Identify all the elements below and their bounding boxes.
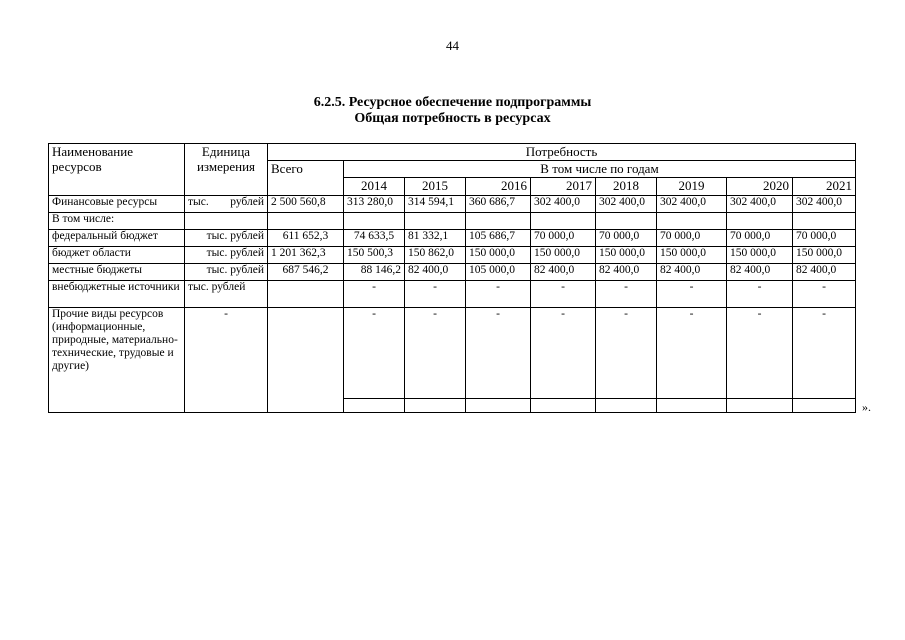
row-value-2016: 360 686,7	[466, 196, 531, 213]
row-value-2019: 302 400,0	[657, 196, 727, 213]
row-value-2017: 302 400,0	[531, 196, 596, 213]
row-value-2020: 150 000,0	[727, 247, 793, 264]
row-value-2015: 81 332,1	[405, 230, 466, 247]
row-value-2014: 74 633,5	[344, 230, 405, 247]
row-value-2015: -	[405, 308, 466, 399]
row-value-2020: 70 000,0	[727, 230, 793, 247]
row-value-2019: 82 400,0	[657, 264, 727, 281]
page-number: 44	[446, 38, 459, 53]
header-name: Наименование ресурсов	[49, 144, 185, 196]
row-value-2014: -	[344, 281, 405, 308]
section-title: 6.2.5. Ресурсное обеспечение подпрограммы	[313, 95, 592, 110]
resources-table	[48, 143, 856, 413]
header-unit: Единица измерения	[185, 144, 268, 196]
header-total: Всего	[268, 161, 344, 196]
row-value-2020: -	[727, 281, 793, 308]
row-value-2021: 70 000,0	[793, 230, 856, 247]
row-name: федеральный бюджет	[49, 230, 185, 247]
row-value-2017: 82 400,0	[531, 264, 596, 281]
row-name: внебюджетные источники	[49, 281, 185, 308]
row-value-2018: -	[596, 308, 657, 399]
row-value-2016: -	[466, 281, 531, 308]
row-unit: тыс. рублей	[185, 264, 268, 281]
row-value-2018: 302 400,0	[596, 196, 657, 213]
row-name: местные бюджеты	[49, 264, 185, 281]
row-value-2020: 302 400,0	[727, 196, 793, 213]
row-name: бюджет области	[49, 247, 185, 264]
row-unit: тыс. рублей	[185, 230, 268, 247]
year-2015: 2015	[405, 178, 466, 196]
row-value-2014: 150 500,3	[344, 247, 405, 264]
year-2018: 2018	[596, 178, 657, 196]
row-value-2020: 82 400,0	[727, 264, 793, 281]
row-value-2017: 70 000,0	[531, 230, 596, 247]
row-total: 1 201 362,3	[268, 247, 344, 264]
row-value-2021: 302 400,0	[793, 196, 856, 213]
row-value-2019: -	[657, 308, 727, 399]
row-total	[268, 281, 344, 308]
row-value-2015: 314 594,1	[405, 196, 466, 213]
row-unit: тыс. рублей	[185, 281, 268, 308]
row-value-2019: 150 000,0	[657, 247, 727, 264]
row-total: 687 546,2	[268, 264, 344, 281]
row-name: Финансовые ресурсы	[49, 196, 185, 213]
row-unit: тыс. рублей	[185, 196, 268, 213]
row-total: 2 500 560,8	[268, 196, 344, 213]
table-row-including	[49, 213, 856, 230]
row-value-2016: 105 686,7	[466, 230, 531, 247]
row-unit: -	[185, 308, 268, 413]
year-2019: 2019	[657, 178, 727, 196]
year-2021: 2021	[793, 178, 856, 196]
header-by-years: В том числе по годам	[344, 161, 856, 178]
row-value-2021: 82 400,0	[793, 264, 856, 281]
row-value-2014: -	[344, 308, 405, 399]
table-row-financial	[49, 196, 856, 213]
row-value-2017: 150 000,0	[531, 247, 596, 264]
row-value-2019: -	[657, 281, 727, 308]
row-unit: тыс. рублей	[185, 247, 268, 264]
row-total	[268, 308, 344, 413]
section-heading	[0, 95, 905, 127]
year-2016: 2016	[466, 178, 531, 196]
header-need: Потребность	[268, 144, 856, 161]
year-2017: 2017	[531, 178, 596, 196]
year-2014: 2014	[344, 178, 405, 196]
year-2020: 2020	[727, 178, 793, 196]
row-value-2017: -	[531, 308, 596, 399]
row-value-2019: 70 000,0	[657, 230, 727, 247]
row-value-2014: 313 280,0	[344, 196, 405, 213]
row-value-2015: -	[405, 281, 466, 308]
row-value-2017: -	[531, 281, 596, 308]
table-row-federal	[49, 230, 856, 247]
closing-quote-mark: ».	[862, 400, 871, 414]
row-value-2016: 105 000,0	[466, 264, 531, 281]
row-value-2016: -	[466, 308, 531, 399]
table-row-local	[49, 264, 856, 281]
header-row-1	[49, 144, 856, 161]
row-total: 611 652,3	[268, 230, 344, 247]
row-value-2018: 150 000,0	[596, 247, 657, 264]
row-value-2015: 82 400,0	[405, 264, 466, 281]
row-value-2018: 70 000,0	[596, 230, 657, 247]
row-value-2018: -	[596, 281, 657, 308]
row-value-2021: -	[793, 308, 856, 399]
row-value-2018: 82 400,0	[596, 264, 657, 281]
row-name: В том числе:	[49, 213, 185, 230]
row-value-2020: -	[727, 308, 793, 399]
section-subtitle: Общая потребность в ресурсах	[354, 111, 551, 126]
table-row-other	[49, 308, 856, 399]
row-value-2016: 150 000,0	[466, 247, 531, 264]
table-row-extrabudgetary	[49, 281, 856, 308]
row-value-2021: -	[793, 281, 856, 308]
row-value-2015: 150 862,0	[405, 247, 466, 264]
row-value-2014: 88 146,2	[344, 264, 405, 281]
row-value-2021: 150 000,0	[793, 247, 856, 264]
table-row-regional	[49, 247, 856, 264]
row-name: Прочие виды ресурсов (информационные, природные, материально-технические, трудовые и другие)	[49, 308, 185, 413]
